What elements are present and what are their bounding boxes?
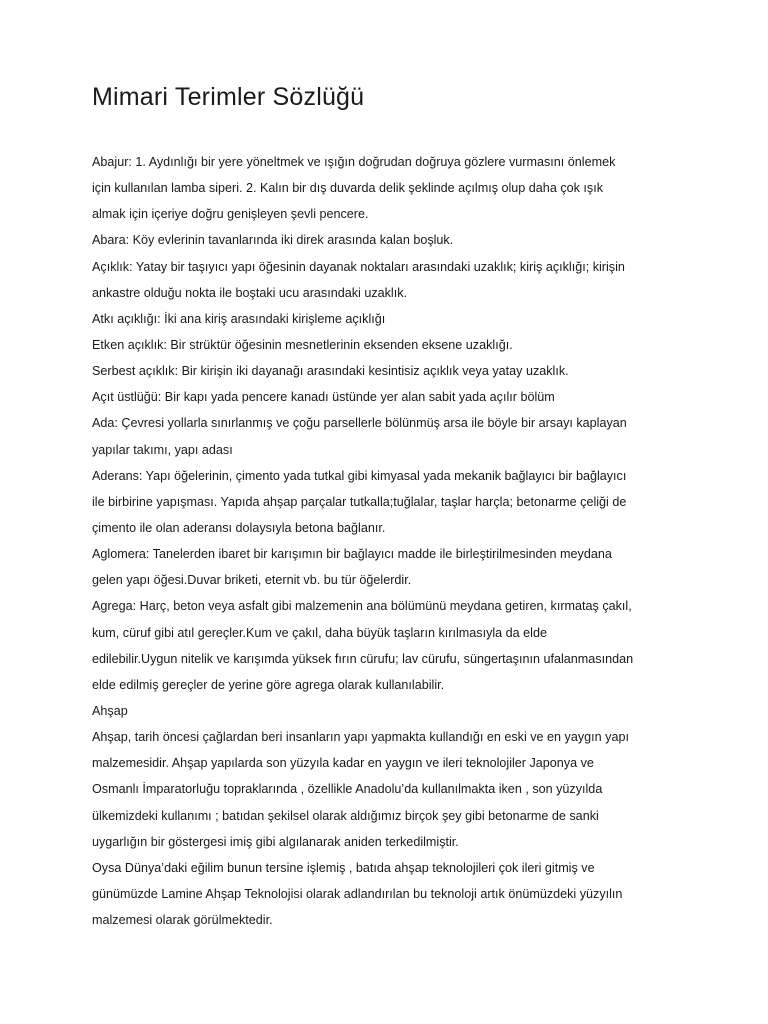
text-line: kum, cüruf gibi atıl gereçler.Kum ve çakıl, daha büyük taşların kırılmasıyla da elde <box>92 625 547 640</box>
text-line: çimento ile olan aderansı dolaysıyla betona bağlanır. <box>92 520 386 535</box>
text-line: Abajur: 1. Aydınlığı bir yere yöneltmek ve ışığın doğrudan doğruya gözlere vurmasını önlemek <box>92 155 616 169</box>
text-line: Aglomera: Tanelerden ibaret bir karışımın bir bağlayıcı madde ile birleştirilmesinden meydana <box>92 547 612 562</box>
text-line: Ahşap <box>92 703 128 718</box>
text-line: almak için içeriye doğru genişleyen şevli pencere. <box>92 207 369 222</box>
text-line: Açıklık: Yatay bir taşıyıcı yapı öğesinin dayanak noktaları arasındaki uzaklık; kiriş açıklığı; kirişin <box>92 259 625 274</box>
text-line: Agrega: Harç, beton veya asfalt gibi malzemenin ana bölümünü meydana getiren, kırmataş çakıl, <box>92 599 632 614</box>
text-line: ülkemizdeki kullanımı ; batıdan şekilsel olarak aldığımız birçok şey gibi betonarme de sanki <box>92 808 599 823</box>
text-line: ile birbirine yapışması. Yapıda ahşap parçalar tutkalla;tuğlalar, taşlar harçla; betonarme çeliği de <box>92 494 627 509</box>
text-line: gelen yapı öğesi.Duvar briketi, eternit vb. bu tür öğelerdir. <box>92 573 412 588</box>
text-line: Ada: Çevresi yollarla sınırlanmış ve çoğu parsellerle bölünmüş arsa ile böyle bir arsayı kaplayan <box>92 416 627 431</box>
text-line: uygarlığın bir göstergesi imiş gibi algılanarak aniden terkedilmiştir. <box>92 834 459 849</box>
text-line: Atkı açıklığı: İki ana kiriş arasındaki kirişleme açıklığı <box>92 311 386 326</box>
text-line: Serbest açıklık: Bir kirişin iki dayanağı arasındaki kesintisiz açıklık veya yatay uzaklık. <box>92 364 569 379</box>
text-line: için kullanılan lamba siperi. 2. Kalın bir dış duvarda delik şeklinde açılmış olup daha çok ışık <box>92 181 604 196</box>
text-line: Etken açıklık: Bir strüktür öğesinin mesnetlerinin eksenden eksene uzaklığı. <box>92 337 513 352</box>
text-line: elde edilmiş gereçler de yerine göre agrega olarak kullanılabilir. <box>92 677 445 692</box>
text-line: Osmanlı İmparatorluğu topraklarında , özellikle Anadolu’da kullanılmakta iken , son yüzyılda <box>92 782 603 797</box>
text-line: malzemesidir. Ahşap yapılarda son yüzyıla kadar en yaygın ve ileri teknolojiler Japonya ve <box>92 756 594 771</box>
text-line: Oysa Dünya’daki eğilim bunun tersine işlemiş , batıda ahşap teknolojileri çok ileri gitmiş ve <box>92 860 595 875</box>
page-title: Mimari Terimler Sözlüğü <box>92 83 365 111</box>
text-line: Ahşap, tarih öncesi çağlardan beri insanların yapı yapmakta kullandığı en eski ve en yaygın yapı <box>92 730 629 745</box>
text-line: günümüzde Lamine Ahşap Teknolojisi olarak adlandırılan bu teknoloji artık önümüzdeki yüzyılın <box>92 886 623 901</box>
text-line: malzemesi olarak görülmektedir. <box>92 913 273 928</box>
text-line: yapılar takımı, yapı adası <box>92 442 233 457</box>
text-line: Abara: Köy evlerinin tavanlarında iki direk arasında kalan boşluk. <box>92 233 454 248</box>
document-body <box>92 149 682 933</box>
text-line: ankastre olduğu nokta ile boştaki ucu arasındaki uzaklık. <box>92 285 408 300</box>
text-line: Açıt üstlüğü: Bir kapı yada pencere kanadı üstünde yer alan sabit yada açılır bölüm <box>92 390 555 405</box>
text-line: Aderans: Yapı öğelerinin, çimento yada tutkal gibi kimyasal yada mekanik bağlayıcı bir bağlayıcı <box>92 468 627 483</box>
text-line: edilebilir.Uygun nitelik ve karışımda yüksek fırın cürufu; lav cürufu, süngertaşının ufalanmasından <box>92 651 634 666</box>
